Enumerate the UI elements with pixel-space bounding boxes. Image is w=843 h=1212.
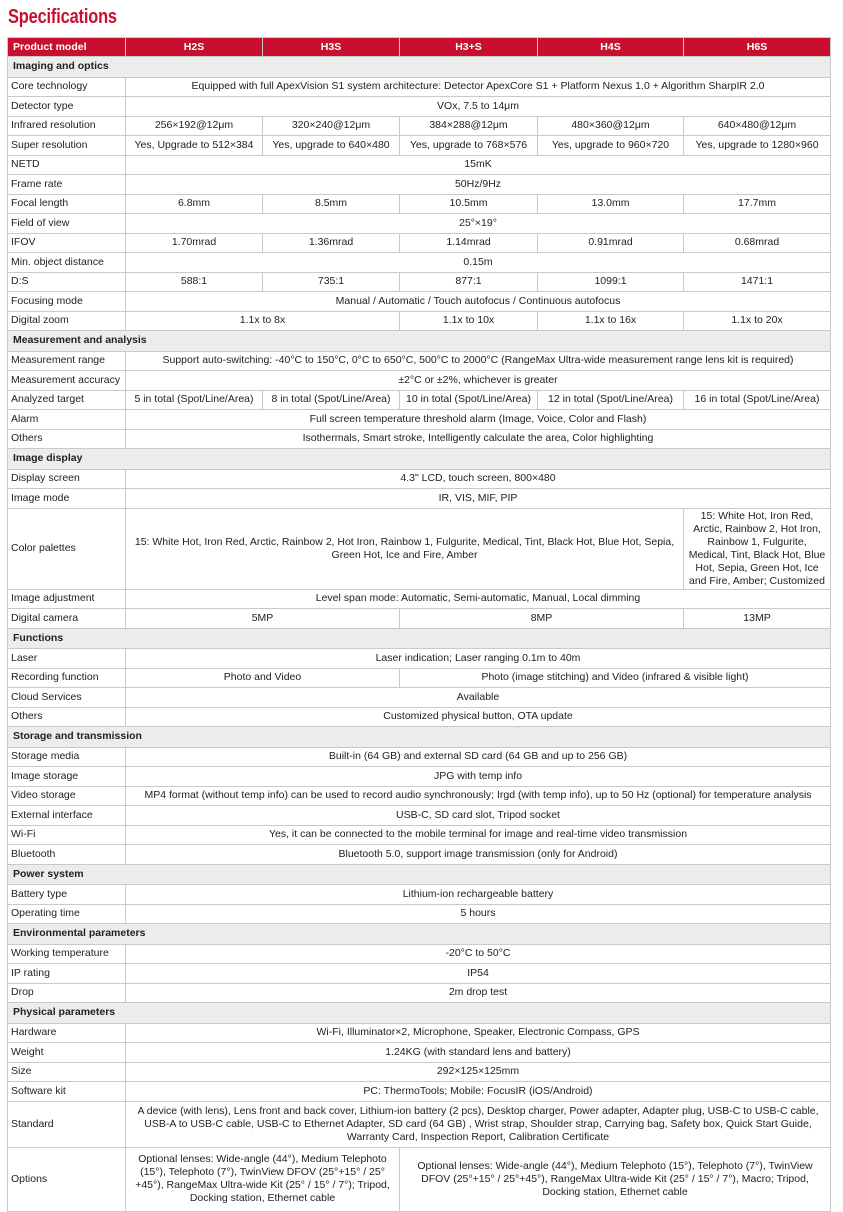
table-row <box>8 311 831 331</box>
row-value: 16 in total (Spot/Line/Area) <box>684 390 831 410</box>
section-row <box>8 1003 831 1024</box>
table-row <box>8 885 831 905</box>
row-label: Image storage <box>8 767 126 787</box>
table-row <box>8 1147 831 1211</box>
row-value: 0.68mrad <box>684 233 831 253</box>
table-row <box>8 175 831 195</box>
table-row <box>8 155 831 175</box>
row-value: 13MP <box>684 609 831 629</box>
section-row <box>8 864 831 885</box>
section-row <box>8 628 831 649</box>
row-label: Detector type <box>8 97 126 117</box>
row-value: Bluetooth 5.0, support image transmission (only for Android) <box>126 845 831 865</box>
section-heading: Power system <box>8 864 831 885</box>
section-heading: Functions <box>8 628 831 649</box>
row-label: Working temperature <box>8 944 126 964</box>
row-label: Others <box>8 707 126 727</box>
row-value: Yes, upgrade to 1280×960 <box>684 136 831 156</box>
row-value: Isothermals, Smart stroke, Intelligently calculate the area, Color highlighting <box>126 429 831 449</box>
row-label: Recording function <box>8 668 126 688</box>
table-row <box>8 688 831 708</box>
table-row <box>8 767 831 787</box>
row-value: Yes, upgrade to 640×480 <box>263 136 400 156</box>
row-value: Photo and Video <box>126 668 400 688</box>
table-row <box>8 904 831 924</box>
row-value: JPG with temp info <box>126 767 831 787</box>
table-row <box>8 1101 831 1147</box>
row-label: Standard <box>8 1101 126 1147</box>
row-label: IFOV <box>8 233 126 253</box>
row-label: Weight <box>8 1043 126 1063</box>
table-row <box>8 253 831 273</box>
row-label: Image adjustment <box>8 589 126 609</box>
row-value: 735:1 <box>263 272 400 292</box>
row-value: 0.15m <box>126 253 831 273</box>
row-value: 256×192@12μm <box>126 116 263 136</box>
row-label: NETD <box>8 155 126 175</box>
header-label: Product model <box>8 38 126 57</box>
row-label: Software kit <box>8 1082 126 1102</box>
row-label: Measurement accuracy <box>8 371 126 391</box>
row-value: 1.14mrad <box>400 233 538 253</box>
table-row <box>8 1043 831 1063</box>
row-value: -20°C to 50°C <box>126 944 831 964</box>
row-value: 4.3" LCD, touch screen, 800×480 <box>126 469 831 489</box>
row-value: 1.1x to 16x <box>538 311 684 331</box>
row-label: Laser <box>8 649 126 669</box>
row-value: 8 in total (Spot/Line/Area) <box>263 390 400 410</box>
row-value: 2m drop test <box>126 983 831 1003</box>
table-row <box>8 944 831 964</box>
row-label: IP rating <box>8 964 126 984</box>
row-value: 320×240@12μm <box>263 116 400 136</box>
row-value: Full screen temperature threshold alarm (Image, Voice, Color and Flash) <box>126 410 831 430</box>
row-label: Field of view <box>8 214 126 234</box>
row-label: Focusing mode <box>8 292 126 312</box>
row-label: Drop <box>8 983 126 1003</box>
row-value: IR, VIS, MIF, PIP <box>126 489 831 509</box>
row-label: Analyzed target <box>8 390 126 410</box>
row-value: Manual / Automatic / Touch autofocus / Continuous autofocus <box>126 292 831 312</box>
row-value: Laser indication; Laser ranging 0.1m to 40m <box>126 649 831 669</box>
section-heading: Physical parameters <box>8 1003 831 1024</box>
table-row <box>8 707 831 727</box>
table-row <box>8 410 831 430</box>
table-row <box>8 1023 831 1043</box>
row-label: Display screen <box>8 469 126 489</box>
row-value: USB-C, SD card slot, Tripod socket <box>126 806 831 826</box>
section-row <box>8 924 831 945</box>
table-row <box>8 806 831 826</box>
row-value: Optional lenses: Wide-angle (44°), Medium Telephoto (15°), Telephoto (7°), TwinView DFOV (25°+15° / 25°+45°), RangeMax Ultra-wide Kit (25° / 15° / 7°); Tripod, Docking station, Ethernet cable <box>126 1147 400 1211</box>
row-value: 1.70mrad <box>126 233 263 253</box>
row-value: 15: White Hot, Iron Red, Arctic, Rainbow 2, Hot Iron, Rainbow 1, Fulgurite, Medical, Tint, Black Hot, Blue Hot, Sepia, Green Hot, Ice and Fire, Amber; Customized <box>684 508 831 589</box>
row-value: Level span mode: Automatic, Semi-automatic, Manual, Local dimming <box>126 589 831 609</box>
table-row <box>8 469 831 489</box>
section-heading: Image display <box>8 449 831 470</box>
row-label: External interface <box>8 806 126 826</box>
row-value: Photo (image stitching) and Video (infrared & visible light) <box>400 668 831 688</box>
row-label: Hardware <box>8 1023 126 1043</box>
row-value: 5 hours <box>126 904 831 924</box>
row-value: Equipped with full ApexVision S1 system architecture: Detector ApexCore S1 + Platform Nexus 1.0 + Algorithm SharpIR 2.0 <box>126 77 831 97</box>
row-value: PC: ThermoTools; Mobile: FocusIR (iOS/Android) <box>126 1082 831 1102</box>
table-row <box>8 845 831 865</box>
row-value: 6.8mm <box>126 194 263 214</box>
row-value: 10 in total (Spot/Line/Area) <box>400 390 538 410</box>
row-value: Optional lenses: Wide-angle (44°), Medium Telephoto (15°), Telephoto (7°), TwinView DFOV (25°+15° / 25°+45°), RangeMax Ultra-wide Kit (25° / 15° / 7°), Macro; Tripod, Docking station, Ethernet cable <box>400 1147 831 1211</box>
row-label: Image mode <box>8 489 126 509</box>
row-value: 1471:1 <box>684 272 831 292</box>
row-value: 8MP <box>400 609 684 629</box>
row-value: Customized physical button, OTA update <box>126 707 831 727</box>
row-value: 5 in total (Spot/Line/Area) <box>126 390 263 410</box>
row-value: 15mK <box>126 155 831 175</box>
section-heading: Environmental parameters <box>8 924 831 945</box>
row-value: 588:1 <box>126 272 263 292</box>
table-row <box>8 390 831 410</box>
table-row <box>8 194 831 214</box>
table-row <box>8 1082 831 1102</box>
table-row <box>8 964 831 984</box>
model-h3plus-s: H3+S <box>400 38 538 57</box>
row-label: Others <box>8 429 126 449</box>
row-label: Options <box>8 1147 126 1211</box>
table-row <box>8 97 831 117</box>
table-row <box>8 429 831 449</box>
table-row <box>8 668 831 688</box>
table-row <box>8 292 831 312</box>
row-label: Cloud Services <box>8 688 126 708</box>
table-row <box>8 609 831 629</box>
row-label: Super resolution <box>8 136 126 156</box>
row-value: Yes, Upgrade to 512×384 <box>126 136 263 156</box>
row-value: 12 in total (Spot/Line/Area) <box>538 390 684 410</box>
row-value: Support auto-switching: -40°C to 150°C, 0°C to 650°C, 500°C to 2000°C (RangeMax Ultra-wide measurement range lens kit is required) <box>126 351 831 371</box>
row-value: MP4 format (without temp info) can be used to record audio synchronously; Irgd (with temp info), up to 50 Hz (optional) for temperature analysis <box>126 786 831 806</box>
section-row <box>8 727 831 748</box>
table-row <box>8 351 831 371</box>
row-value: 384×288@12μm <box>400 116 538 136</box>
row-value: 480×360@12μm <box>538 116 684 136</box>
row-value: 13.0mm <box>538 194 684 214</box>
row-value: Yes, upgrade to 960×720 <box>538 136 684 156</box>
row-value: 1099:1 <box>538 272 684 292</box>
row-value: 640×480@12μm <box>684 116 831 136</box>
table-row <box>8 786 831 806</box>
specifications-table <box>7 37 831 1212</box>
row-label: D:S <box>8 272 126 292</box>
row-label: Battery type <box>8 885 126 905</box>
row-value: Lithium-ion rechargeable battery <box>126 885 831 905</box>
row-value: Built-in (64 GB) and external SD card (64 GB and up to 256 GB) <box>126 747 831 767</box>
row-value: VOx, 7.5 to 14μm <box>126 97 831 117</box>
row-value: 877:1 <box>400 272 538 292</box>
page-title: Specifications <box>8 6 117 28</box>
model-h2s: H2S <box>126 38 263 57</box>
row-value: 292×125×125mm <box>126 1062 831 1082</box>
row-value: 15: White Hot, Iron Red, Arctic, Rainbow 2, Hot Iron, Rainbow 1, Fulgurite, Medical, Tint, Black Hot, Blue Hot, Sepia, Green Hot, Ice and Fire, Amber <box>126 508 684 589</box>
table-row <box>8 983 831 1003</box>
table-row <box>8 589 831 609</box>
row-label: Focal length <box>8 194 126 214</box>
row-label: Video storage <box>8 786 126 806</box>
row-value: Yes, it can be connected to the mobile terminal for image and real-time video transmission <box>126 825 831 845</box>
row-value: Yes, upgrade to 768×576 <box>400 136 538 156</box>
row-value: 8.5mm <box>263 194 400 214</box>
row-label: Alarm <box>8 410 126 430</box>
row-value: 1.1x to 8x <box>126 311 400 331</box>
row-value: 1.24KG (with standard lens and battery) <box>126 1043 831 1063</box>
table-row <box>8 747 831 767</box>
row-value: 17.7mm <box>684 194 831 214</box>
header-row <box>8 38 831 57</box>
row-value: 25°×19° <box>126 214 831 234</box>
row-value: Wi-Fi, Illuminator×2, Microphone, Speaker, Electronic Compass, GPS <box>126 1023 831 1043</box>
row-value: 1.1x to 10x <box>400 311 538 331</box>
section-row <box>8 449 831 470</box>
row-label: Color palettes <box>8 508 126 589</box>
table-row <box>8 116 831 136</box>
row-label: Storage media <box>8 747 126 767</box>
row-value: 50Hz/9Hz <box>126 175 831 195</box>
section-row <box>8 57 831 78</box>
row-value: IP54 <box>126 964 831 984</box>
row-label: Infrared resolution <box>8 116 126 136</box>
section-heading: Storage and transmission <box>8 727 831 748</box>
row-label: Digital camera <box>8 609 126 629</box>
row-value: 5MP <box>126 609 400 629</box>
model-h4s: H4S <box>538 38 684 57</box>
row-label: Operating time <box>8 904 126 924</box>
section-row <box>8 331 831 352</box>
row-value: 0.91mrad <box>538 233 684 253</box>
row-label: Wi-Fi <box>8 825 126 845</box>
table-row <box>8 825 831 845</box>
table-row <box>8 1062 831 1082</box>
row-label: Frame rate <box>8 175 126 195</box>
table-row <box>8 233 831 253</box>
model-h6s: H6S <box>684 38 831 57</box>
section-heading: Imaging and optics <box>8 57 831 78</box>
row-value: A device (with lens), Lens front and back cover, Lithium-ion battery (2 pcs), Desktop charger, Power adapter, Adapter plug, USB-C to USB-C cable, USB-A to USB-C cable, USB-C to Ethernet Adapter, SD card (64 GB) , Wrist strap, Shoulder strap, Carrying bag, Safety box, Quick Start Guide, Warranty Card, Inspection Report, Calibration Certificate <box>126 1101 831 1147</box>
row-label: Bluetooth <box>8 845 126 865</box>
table-row <box>8 214 831 234</box>
row-label: Measurement range <box>8 351 126 371</box>
row-value: 1.1x to 20x <box>684 311 831 331</box>
row-value: Available <box>126 688 831 708</box>
row-label: Min. object distance <box>8 253 126 273</box>
row-value: 1.36mrad <box>263 233 400 253</box>
table-row <box>8 272 831 292</box>
row-label: Size <box>8 1062 126 1082</box>
table-row <box>8 489 831 509</box>
row-label: Digital zoom <box>8 311 126 331</box>
table-row <box>8 77 831 97</box>
row-label: Core technology <box>8 77 126 97</box>
section-heading: Measurement and analysis <box>8 331 831 352</box>
table-row <box>8 508 831 589</box>
table-row <box>8 649 831 669</box>
row-value: ±2°C or ±2%, whichever is greater <box>126 371 831 391</box>
table-row <box>8 371 831 391</box>
row-value: 10.5mm <box>400 194 538 214</box>
table-row <box>8 136 831 156</box>
model-h3s: H3S <box>263 38 400 57</box>
